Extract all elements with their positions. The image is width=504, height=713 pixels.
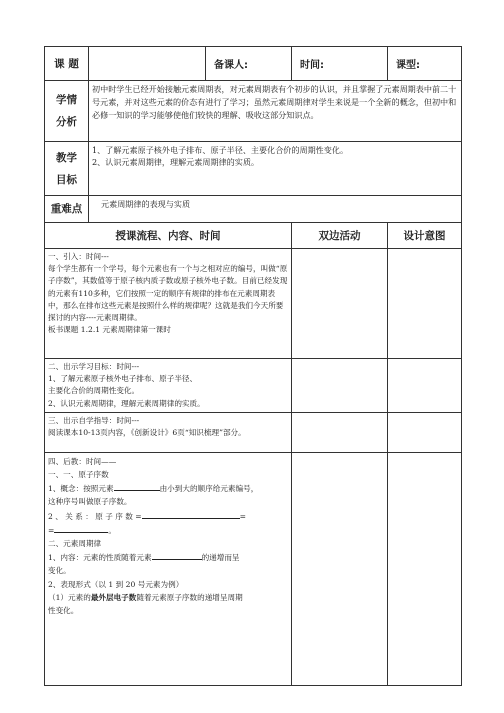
content-line: 1、内容：元素的性质随着元素 的递增而呈 — [48, 550, 288, 564]
section-intro: 一、引入：时间--- 每个学生都有一个学号，每个元素也有一个与之相对应的编号，叫做“原子序数”，其数值等于原子核内质子数或原子核外电子数。目前已经发现的元素有110多种，它们按照一定的顺序有规律的排布在元素周期表中，那么在排布这些元素是按照什么样的规律呢？这就是我们今天所要探讨的内容----元素周期律。 板书课题 1.2.1 元素周期律第一课时 — [45, 249, 292, 359]
concept-line: 1、概念：按照元素 由小到大的顺序给元素编号， — [48, 481, 288, 495]
section-goals-activity — [292, 359, 388, 413]
section-teaching-design — [388, 452, 462, 685]
key-points-text: 元素周期律的表现与实质 — [89, 196, 462, 223]
type-label: 课型: — [388, 47, 462, 81]
fill-blank[interactable] — [114, 481, 160, 491]
fill-blank[interactable] — [142, 509, 240, 519]
lesson-plan-table — [44, 46, 462, 686]
relation-line: 2 、 关 系 ： 原 子 序 数 = = — [48, 509, 288, 523]
section-teaching-activity — [292, 452, 388, 685]
fill-blank[interactable] — [152, 550, 202, 560]
preparer-label: 备课人: — [206, 47, 292, 81]
section-goals-row — [45, 359, 462, 413]
topic-value — [89, 47, 206, 81]
goals-label: 教学 目标 — [45, 142, 89, 196]
section-guide-activity — [292, 412, 388, 452]
key-points-label: 重难点 — [45, 196, 89, 223]
fill-blank[interactable] — [54, 523, 108, 533]
section-goals: 二、出示学习目标：时间--- 1、了解元素原子核外电子排布、原子半径、 主要化合价的周期性变化。 2、认识元素周期律，理解元素周期律的实质。 — [45, 359, 292, 413]
section-intro-design — [388, 249, 462, 359]
item1-line: （1）元素的最外层电子数随着元素原子序数的递增呈周期 — [48, 592, 243, 602]
activity-column-header: 双边活动 — [292, 223, 388, 249]
column-header-row — [45, 223, 462, 249]
situation-label: 学情 分析 — [45, 81, 89, 142]
relation-line-2: = 。 — [48, 523, 288, 537]
situation-row — [45, 81, 462, 142]
section-intro-row — [45, 249, 462, 359]
design-column-header: 设计意图 — [388, 223, 462, 249]
section-teaching: 四、后教：时间—— 一、一、原子序数 1、概念：按照元素 由小到大的顺序给元素编号， 这种序号叫做原子序数。 2 、 关 系 ： 原 子 序 数 = = = 。 二、元素周期律 1、内容：元素的性质随着元素 的递增而呈 变化。 2、表现形式（以 1 到 20 号元素为例） （1）元素的最外层电子数随着元素原子序数的递增呈周期 性变化。 — [45, 452, 292, 685]
section-guide-row — [45, 412, 462, 452]
goals-text: 1、了解元素原子核外电子排布、原子半径、主要化合价的周期性变化。 2、认识元素周期律，理解元素周期律的实质。 — [89, 142, 462, 196]
section-teaching-row — [45, 452, 462, 685]
section-guide-design — [388, 412, 462, 452]
section-goals-design — [388, 359, 462, 413]
section-intro-activity — [292, 249, 388, 359]
situation-text: 初中时学生已经开始接触元素周期表，对元素周期表有个初步的认识，并且掌握了元素周期表中前二十号元素，并对这些元素的价态有进行了学习；虽然元素周期律对学生来说是一个全新的概念，但初中和必修一知识的学习能够使他们较快的理解、吸收这部分知识点。 — [89, 81, 462, 142]
process-column-header: 授课流程、内容、时间 — [45, 223, 292, 249]
header-row — [45, 47, 462, 81]
time-label: 时间: — [292, 47, 388, 81]
section-guide: 三、出示自学指导：时间--- 阅读课本10-13页内容，《创新设计》6页“知识梳理”部分。 — [45, 412, 292, 452]
topic-label: 课 题 — [45, 47, 89, 81]
key-points-row — [45, 196, 462, 223]
goals-row — [45, 142, 462, 196]
